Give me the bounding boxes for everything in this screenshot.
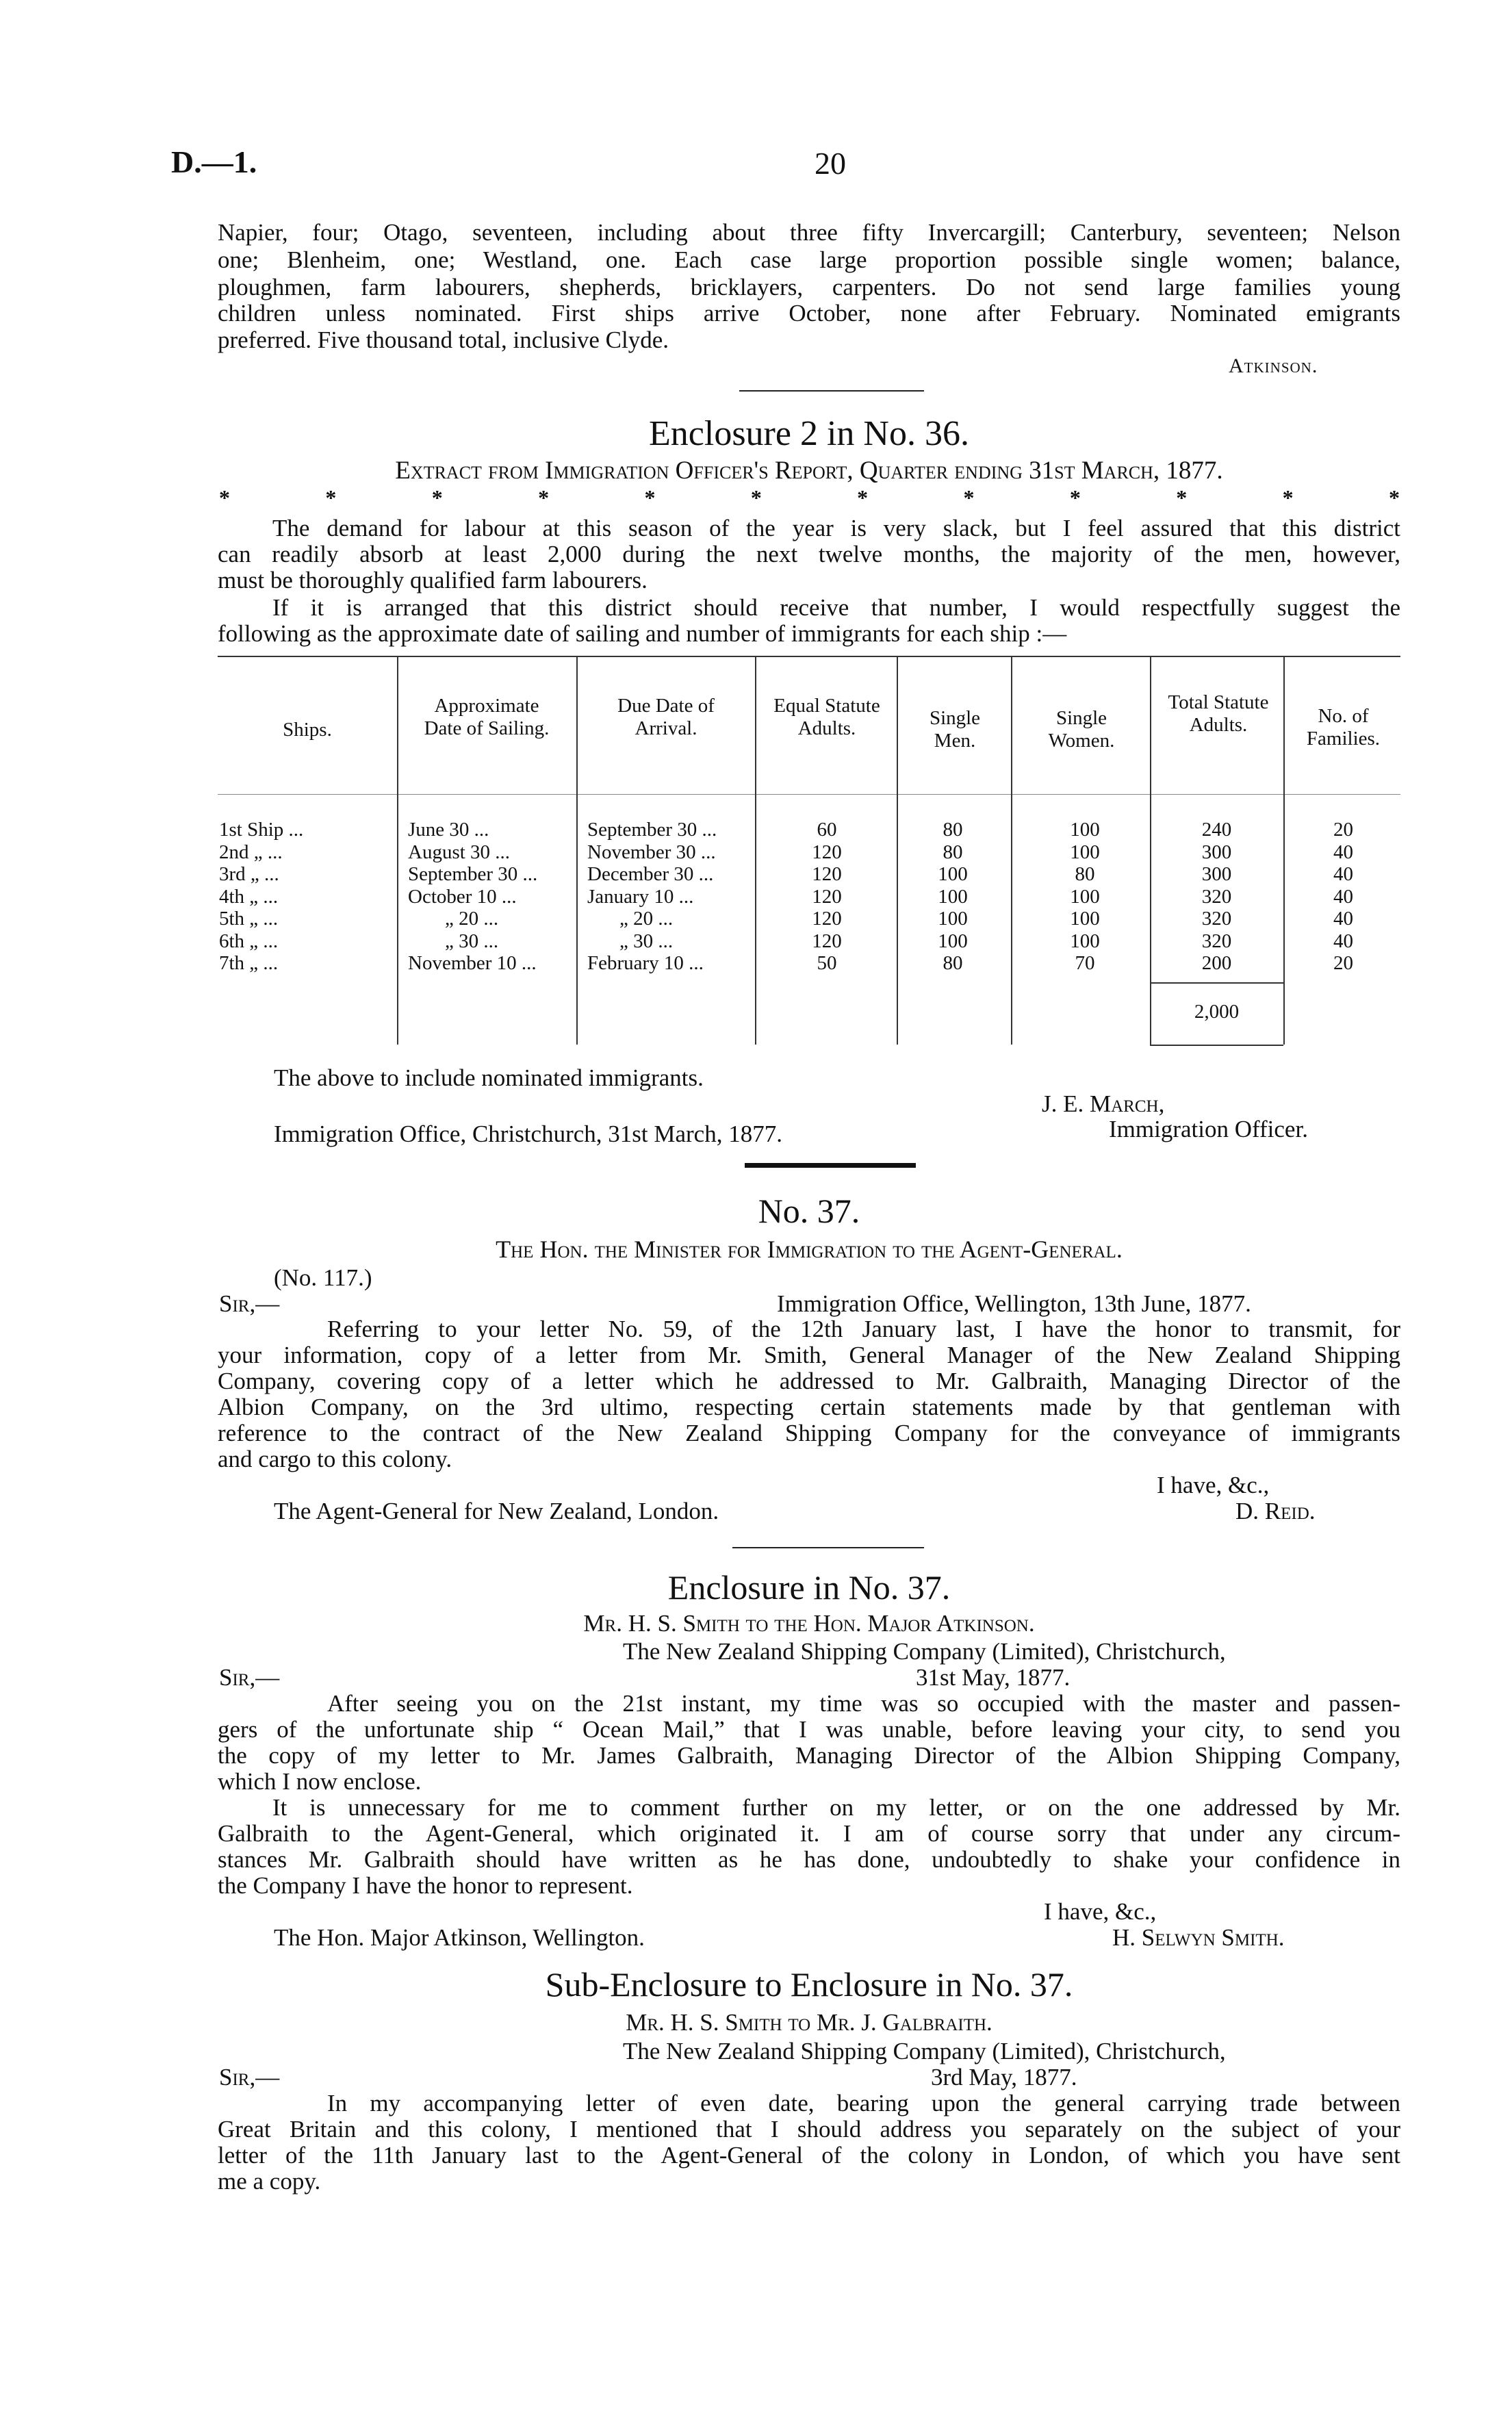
header-sailing-date: Approximate Date of Sailing. bbox=[424, 695, 550, 739]
place-date: Immigration Office, Christchurch, 31st March, 1877. bbox=[274, 1121, 782, 1147]
total-statute-adults: 300 bbox=[1201, 841, 1232, 863]
single-men: 80 bbox=[943, 841, 963, 863]
header-ships: Ships. bbox=[283, 719, 332, 741]
header-families: No. of Families. bbox=[1306, 705, 1381, 750]
table-top-rule bbox=[218, 656, 1400, 657]
families: 20 bbox=[1333, 819, 1353, 841]
families: 40 bbox=[1333, 886, 1353, 908]
enc37-para1-line: which I now enclose. bbox=[218, 1768, 422, 1795]
table-col-divider bbox=[1011, 656, 1012, 1045]
subenc37-para-line: letter of the 11th January last to the Agent-General of the colony in London, of which you have sent bbox=[218, 2142, 1400, 2169]
families: 40 bbox=[1333, 930, 1353, 952]
sailing-date: August 30 ... bbox=[408, 841, 511, 863]
enc37-para2-line: stances Mr. Galbraith should have written as he has done, undoubtedly to shake your confidence in bbox=[218, 1846, 1400, 1873]
enclosure-2-para1-line: must be thoroughly qualified farm labourers. bbox=[218, 567, 648, 593]
single-women: 100 bbox=[1070, 841, 1100, 863]
statute-adults: 120 bbox=[812, 863, 842, 885]
telegram-line: preferred. Five thousand total, inclusive Clyde. bbox=[218, 327, 669, 353]
statute-adults: 120 bbox=[812, 930, 842, 952]
enc37-closing: I have, &c., bbox=[1044, 1898, 1157, 1925]
total-statute-adults: 240 bbox=[1201, 819, 1232, 841]
arrival-date: November 30 ... bbox=[587, 841, 716, 863]
single-men: 100 bbox=[938, 908, 968, 930]
sailing-date: „ 20 ... bbox=[445, 908, 499, 930]
statute-adults: 120 bbox=[812, 841, 842, 863]
sailing-date: June 30 ... bbox=[408, 819, 489, 841]
ship-name: 4th „ ... bbox=[219, 886, 279, 908]
telegram-line: ploughmen, farm labourers, shepherds, bricklayers, carpenters. Do not send large families young bbox=[218, 274, 1400, 300]
header-statute-adults: Equal Statute Adults. bbox=[773, 695, 880, 739]
subenc37-para-line: In my accompanying letter of even date, bearing upon the general carrying trade between bbox=[327, 2090, 1400, 2117]
single-men: 100 bbox=[938, 863, 968, 885]
enc37-address: The New Zealand Shipping Company (Limited), Christchurch, bbox=[623, 1638, 1226, 1665]
telegram-line: children unless nominated. First ships arrive October, none after February. Nominated emigrants bbox=[218, 300, 1400, 327]
enclosure-2-para1-line: can readily absorb at least 2,000 during the next twelve months, the majority of the men, however, bbox=[218, 541, 1400, 567]
table-note: The above to include nominated immigrants. bbox=[274, 1064, 704, 1091]
document-reference: D.—1. bbox=[171, 144, 257, 179]
sailing-date: „ 30 ... bbox=[445, 930, 499, 952]
families: 40 bbox=[1333, 841, 1353, 863]
enc37-subtitle: Mr. H. S. Smith to the Hon. Major Atkinson. bbox=[583, 1610, 1035, 1637]
sailing-date: October 10 ... bbox=[408, 886, 517, 908]
section-separator bbox=[745, 1163, 916, 1168]
telegram-line: Napier, four; Otago, seventeen, including about three fifty Invercargill; Canterbury, seventeen; Nelson bbox=[218, 219, 1400, 246]
total-statute-adults: 200 bbox=[1201, 952, 1232, 974]
enclosure-2-title: Enclosure 2 in No. 36. bbox=[649, 414, 969, 453]
header-single-men: Single Men. bbox=[929, 707, 981, 752]
total-statute-adults: 320 bbox=[1201, 908, 1232, 930]
divider bbox=[732, 1547, 924, 1548]
arrival-date: September 30 ... bbox=[587, 819, 717, 841]
arrival-date: „ 30 ... bbox=[619, 930, 674, 952]
subenc37-date: 3rd May, 1877. bbox=[931, 2064, 1077, 2090]
enc37-para2-line: It is unnecessary for me to comment further on my letter, or on the one addressed by Mr. bbox=[272, 1794, 1400, 1821]
divider bbox=[739, 390, 924, 392]
no37-dateline: Immigration Office, Wellington, 13th June, 1877. bbox=[777, 1290, 1251, 1317]
sailing-date: September 30 ... bbox=[408, 863, 538, 885]
subenc37-title: Sub-Enclosure to Enclosure in No. 37. bbox=[545, 1965, 1073, 2004]
no37-signer: D. Reid. bbox=[1235, 1498, 1316, 1524]
enclosure-2-para2-line: If it is arranged that this district should receive that number, I would respectfully suggest the bbox=[272, 594, 1400, 621]
total-rule-top bbox=[1150, 982, 1283, 984]
total-sum: 2,000 bbox=[1194, 1001, 1240, 1023]
table-col-divider bbox=[1283, 656, 1285, 1045]
asterisk-row: * * * * * * * * * * * * bbox=[219, 485, 1400, 510]
total-rule-bottom bbox=[1150, 1045, 1283, 1046]
enclosure-2-subtitle: Extract from Immigration Officer's Report, Quarter ending 31st March, 1877. bbox=[395, 457, 1223, 485]
single-women: 70 bbox=[1075, 952, 1095, 974]
single-men: 80 bbox=[943, 819, 963, 841]
arrival-date: February 10 ... bbox=[587, 952, 704, 974]
no37-closing: I have, &c., bbox=[1157, 1472, 1270, 1498]
single-women: 100 bbox=[1070, 908, 1100, 930]
subenc37-salutation: Sir,— bbox=[219, 2064, 280, 2090]
enc37-para1-line: gers of the unfortunate ship “ Ocean Mail,” that I was unable, before leaving your city, to send you bbox=[218, 1716, 1400, 1743]
no37-body-line: your information, copy of a letter from Mr. Smith, General Manager of the New Zealand Shipping bbox=[218, 1342, 1400, 1368]
no37-body-line: Company, covering copy of a letter which he addressed to Mr. Galbraith, Managing Director of the bbox=[218, 1368, 1400, 1394]
ship-name: 6th „ ... bbox=[219, 930, 279, 952]
enc37-para1-line: the copy of my letter to Mr. James Galbraith, Managing Director of the Albion Shipping Company, bbox=[218, 1742, 1400, 1769]
page-number: 20 bbox=[815, 146, 846, 181]
subenc37-para-line: me a copy. bbox=[218, 2168, 321, 2195]
statute-adults: 50 bbox=[817, 952, 837, 974]
table-col-divider bbox=[397, 656, 398, 1045]
ship-name: 2nd „ ... bbox=[219, 841, 283, 863]
no37-ref: (No. 117.) bbox=[274, 1264, 372, 1291]
enc37-date: 31st May, 1877. bbox=[916, 1664, 1071, 1691]
single-women: 100 bbox=[1070, 886, 1100, 908]
enclosure-2-para1-line: The demand for labour at this season of the year is very slack, but I feel assured that this district bbox=[272, 515, 1400, 541]
no37-title: No. 37. bbox=[758, 1192, 860, 1230]
single-women: 80 bbox=[1075, 863, 1095, 885]
single-women: 100 bbox=[1070, 819, 1100, 841]
families: 20 bbox=[1333, 952, 1353, 974]
signer-name: J. E. March, bbox=[1042, 1090, 1165, 1117]
signer-title: Immigration Officer. bbox=[1109, 1116, 1308, 1142]
single-women: 100 bbox=[1070, 930, 1100, 952]
table-col-divider bbox=[1150, 656, 1151, 1045]
enclosure-2-para2-line: following as the approximate date of sailing and number of immigrants for each ship :— bbox=[218, 620, 1067, 647]
subenc37-para-line: Great Britain and this colony, I mentioned that I should address you separately on the subject of your bbox=[218, 2116, 1400, 2143]
telegram-line: one; Blenheim, one; Westland, one. Each case large proportion possible single women; balance, bbox=[218, 246, 1400, 273]
arrival-date: December 30 ... bbox=[587, 863, 714, 885]
enc37-salutation: Sir,— bbox=[219, 1664, 280, 1691]
enc37-para2-line: the Company I have the honor to represent. bbox=[218, 1872, 633, 1899]
total-statute-adults: 320 bbox=[1201, 886, 1232, 908]
telegram-signature: Atkinson. bbox=[1229, 355, 1318, 377]
enc37-signer: H. Selwyn Smith. bbox=[1112, 1924, 1285, 1951]
table-col-divider bbox=[755, 656, 756, 1045]
header-arrival-date: Due Date of Arrival. bbox=[617, 695, 715, 739]
sailing-date: November 10 ... bbox=[408, 952, 537, 974]
ship-name: 1st Ship ... bbox=[219, 819, 304, 841]
header-total-statute-adults: Total Statute Adults. bbox=[1168, 691, 1269, 736]
no37-addressee: The Agent-General for New Zealand, London. bbox=[274, 1498, 719, 1524]
single-men: 80 bbox=[943, 952, 963, 974]
arrival-date: January 10 ... bbox=[587, 886, 694, 908]
no37-body-line: Albion Company, on the 3rd ultimo, respecting certain statements made by that gentleman with bbox=[218, 1394, 1400, 1420]
arrival-date: „ 20 ... bbox=[619, 908, 674, 930]
header-single-women: Single Women. bbox=[1048, 707, 1115, 752]
no37-body-line: and cargo to this colony. bbox=[218, 1446, 452, 1472]
no37-salutation: Sir,— bbox=[219, 1290, 280, 1317]
ship-name: 3rd „ ... bbox=[219, 863, 279, 885]
total-statute-adults: 320 bbox=[1201, 930, 1232, 952]
table-header-rule bbox=[218, 794, 1400, 795]
single-men: 100 bbox=[938, 886, 968, 908]
no37-subtitle: The Hon. the Minister for Immigration to the Agent-General. bbox=[496, 1236, 1123, 1263]
enc37-para2-line: Galbraith to the Agent-General, which originated it. I am of course sorry that under any circum- bbox=[218, 1820, 1400, 1847]
no37-body-line: reference to the contract of the New Zealand Shipping Company for the conveyance of immigrants bbox=[218, 1420, 1400, 1446]
statute-adults: 60 bbox=[817, 819, 837, 841]
subenc37-subtitle: Mr. H. S. Smith to Mr. J. Galbraith. bbox=[626, 2009, 992, 2036]
families: 40 bbox=[1333, 908, 1353, 930]
enc37-addressee: The Hon. Major Atkinson, Wellington. bbox=[274, 1924, 645, 1951]
enc37-title: Enclosure in No. 37. bbox=[667, 1568, 951, 1607]
ship-name: 7th „ ... bbox=[219, 952, 279, 974]
no37-body-line: Referring to your letter No. 59, of the 12th January last, I have the honor to transmit, for bbox=[327, 1316, 1400, 1342]
total-statute-adults: 300 bbox=[1201, 863, 1232, 885]
single-men: 100 bbox=[938, 930, 968, 952]
ship-name: 5th „ ... bbox=[219, 908, 279, 930]
subenc37-address: The New Zealand Shipping Company (Limited), Christchurch, bbox=[623, 2038, 1226, 2064]
statute-adults: 120 bbox=[812, 886, 842, 908]
table-col-divider bbox=[576, 656, 578, 1045]
families: 40 bbox=[1333, 863, 1353, 885]
statute-adults: 120 bbox=[812, 908, 842, 930]
enc37-para1-line: After seeing you on the 21st instant, my time was so occupied with the master and passen- bbox=[327, 1690, 1400, 1717]
